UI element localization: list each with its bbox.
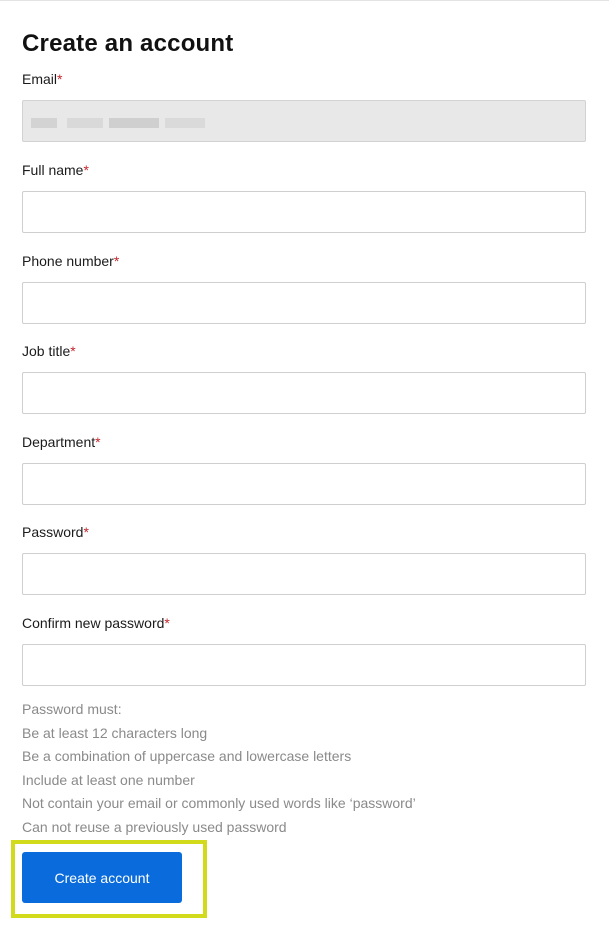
department-label xyxy=(22,434,101,450)
password-label-text: Password xyxy=(22,524,84,540)
job-title-field[interactable] xyxy=(22,372,586,414)
top-divider xyxy=(0,0,609,1)
email-label xyxy=(22,71,62,87)
password-rule: Include at least one number xyxy=(22,771,195,788)
required-marker: * xyxy=(164,615,170,631)
password-rule: Be a combination of uppercase and lowercase letters xyxy=(22,748,352,764)
department-field[interactable] xyxy=(22,463,586,505)
confirm-password-field[interactable] xyxy=(22,644,586,686)
job-title-label-text: Job title xyxy=(22,343,71,359)
phone-number-label-text: Phone number xyxy=(22,253,114,269)
password-rules-heading: Password must: xyxy=(22,701,122,717)
redacted-email xyxy=(31,118,57,128)
required-marker: * xyxy=(113,253,120,269)
redacted-email xyxy=(109,118,159,128)
phone-number-label xyxy=(22,253,119,269)
required-marker: * xyxy=(95,434,101,450)
job-title-label xyxy=(22,343,76,359)
redacted-email xyxy=(67,118,103,128)
confirm-password-label xyxy=(22,615,170,631)
email-field[interactable] xyxy=(22,100,586,142)
password-label xyxy=(22,524,89,540)
page-title: Create an account xyxy=(22,30,234,57)
password-rule: Not contain your email or commonly used words like ‘password’ xyxy=(22,795,416,811)
required-marker: * xyxy=(57,71,63,87)
password-field[interactable] xyxy=(22,553,586,595)
password-rule: Can not reuse a previously used password xyxy=(22,818,287,835)
required-marker: * xyxy=(83,524,89,540)
redacted-email xyxy=(165,118,205,128)
email-label-text: Email xyxy=(22,71,58,87)
full-name-label-text: Full name xyxy=(22,162,84,178)
full-name-label xyxy=(22,162,89,178)
create-account-button[interactable]: Create account xyxy=(22,852,182,903)
confirm-password-label-text: Confirm new password xyxy=(22,615,165,631)
full-name-field[interactable] xyxy=(22,191,586,233)
phone-number-field[interactable] xyxy=(22,282,586,324)
password-requirements xyxy=(22,699,416,840)
department-label-text: Department xyxy=(22,434,96,450)
required-marker: * xyxy=(83,162,89,178)
required-marker: * xyxy=(70,343,76,359)
password-rule: Be at least 12 characters long xyxy=(22,724,208,741)
